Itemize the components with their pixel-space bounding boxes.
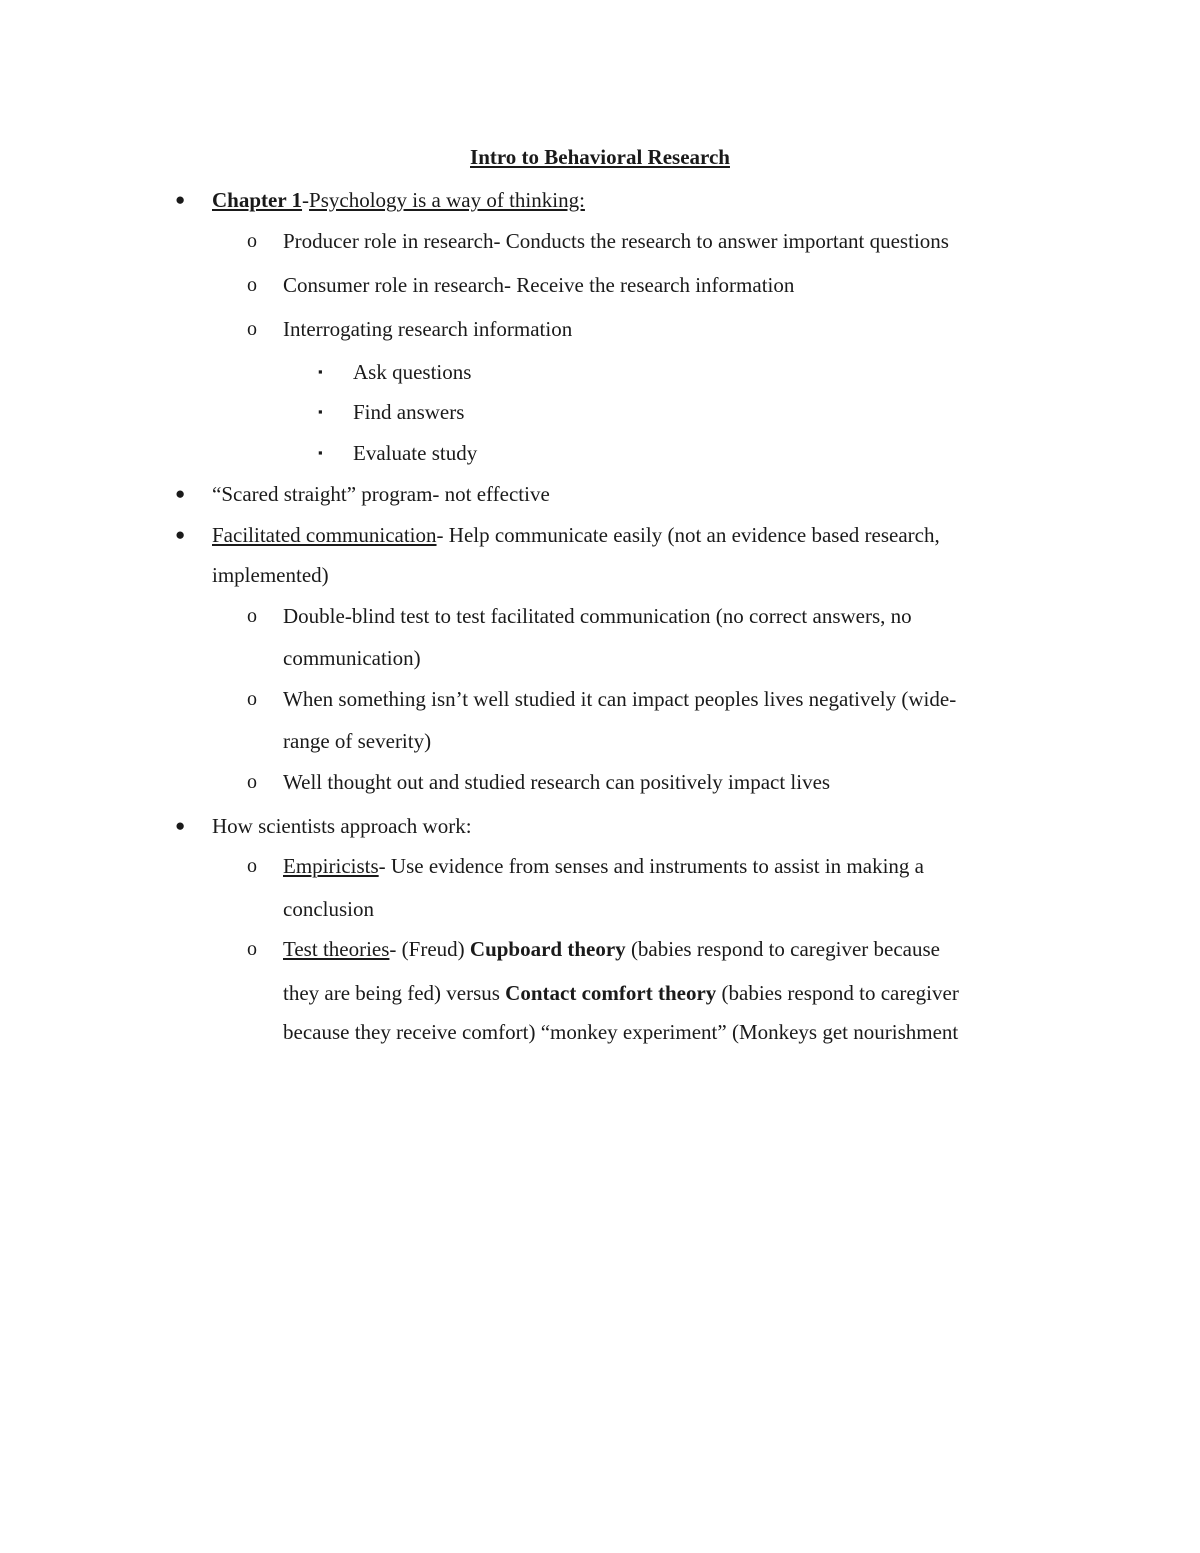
list-item-test-theories [283,935,940,963]
list-item-double-blind-cont: communication) [283,646,421,670]
circle-bullet: o [247,230,257,252]
test-theories-label: Test theories [283,937,390,961]
facilitated-communication-label: Facilitated communication [212,523,437,547]
test-theories-line-3: because they receive comfort) “monkey experiment” (Monkeys get nourishment [283,1020,959,1044]
disc-bullet: ● [175,190,186,209]
disc-bullet: ● [175,816,186,835]
list-item-ask: Ask questions [353,360,472,384]
list-item-evaluate: Evaluate study [353,441,478,465]
circle-bullet: o [247,605,257,627]
list-item-double-blind: Double-blind test to test facilitated communication (no correct answers, no [283,604,912,628]
circle-bullet: o [247,938,257,960]
facilitated-communication-text-cont: implemented) [212,563,329,587]
square-bullet: ▪ [318,445,323,460]
square-bullet: ▪ [318,364,323,379]
circle-bullet: o [247,318,257,340]
list-item-scared-straight: “Scared straight” program- not effective [212,482,550,506]
contact-comfort-theory-term: Contact comfort theory [505,981,717,1005]
list-item-chapter-1 [212,186,585,214]
chapter-heading: Psychology is a way of thinking: [309,188,585,212]
list-item-scientists: How scientists approach work: [212,814,472,838]
list-item-well-thought: Well thought out and studied research can positively impact lives [283,770,831,794]
empiricists-text-cont: conclusion [283,897,374,921]
chapter-label: Chapter 1 [212,188,303,212]
test-theories-text: - (Freud) [389,937,470,961]
circle-bullet: o [247,688,257,710]
cupboard-theory-term: Cupboard theory [469,937,626,961]
list-item-not-studied: When something isn’t well studied it can impact peoples lives negatively (wide- [283,687,957,711]
disc-bullet: ● [175,484,186,503]
list-item-producer: Producer role in research- Conducts the research to answer important questions [283,229,949,253]
circle-bullet: o [247,274,257,296]
circle-bullet: o [247,855,257,877]
page-title: Intro to Behavioral Research [470,145,730,169]
list-item-empiricists [283,852,924,880]
list-item-consumer: Consumer role in research- Receive the research information [283,273,795,297]
facilitated-communication-text: - Help communicate easily (not an evidence based research, [436,523,940,547]
list-item-interrogating: Interrogating research information [283,317,573,341]
list-item-find: Find answers [353,400,465,424]
test-theories-line-2b: (babies respond to caregiver [716,981,959,1005]
test-theories-line-2a: they are being fed) versus [283,981,506,1005]
test-theories-text-b: (babies respond to caregiver because [625,937,940,961]
square-bullet: ▪ [318,404,323,419]
chapter-separator: - [302,188,310,212]
test-theories-line-2 [283,979,959,1007]
list-item-facilitated-communication [212,521,940,549]
empiricists-label: Empiricists [283,854,379,878]
list-item-not-studied-cont: range of severity) [283,729,432,753]
empiricists-text: - Use evidence from senses and instruments to assist in making a [378,854,924,878]
disc-bullet: ● [175,525,186,544]
circle-bullet: o [247,771,257,793]
